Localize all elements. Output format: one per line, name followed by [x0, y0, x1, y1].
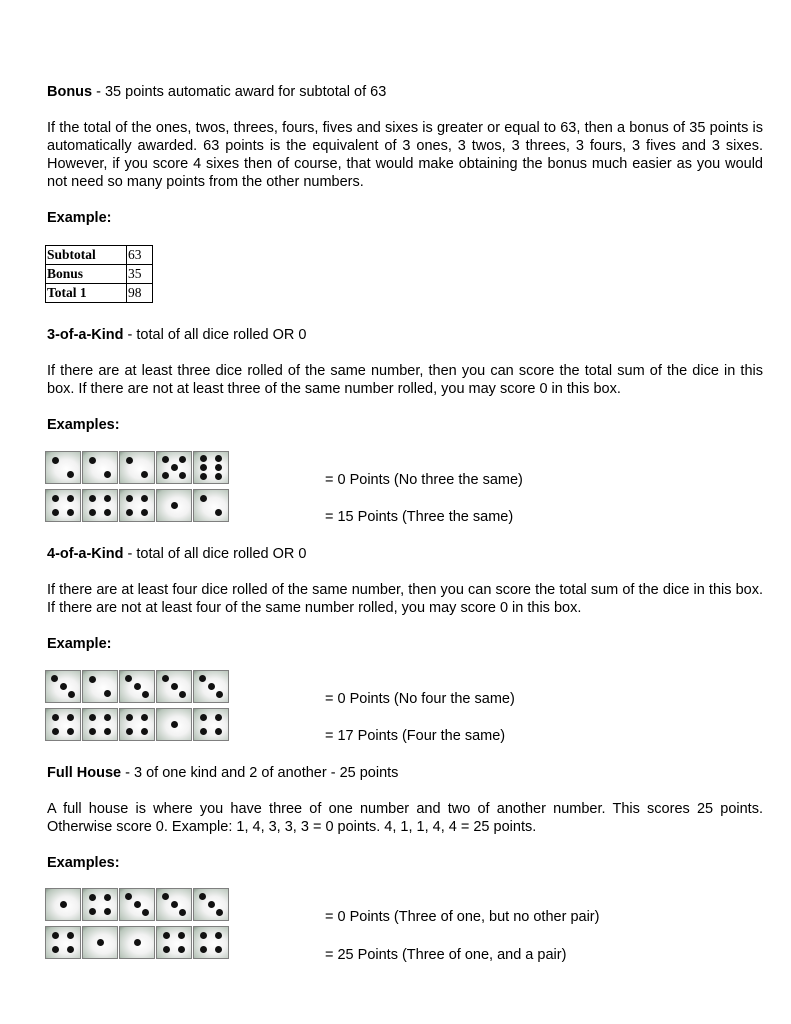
- table-cell-value: 63: [127, 246, 153, 265]
- die-pip: [134, 939, 141, 946]
- die-pip: [215, 946, 222, 953]
- die-pip: [52, 946, 59, 953]
- die-pip: [104, 471, 111, 478]
- die-pip: [67, 932, 74, 939]
- die-pip: [104, 894, 111, 901]
- die-pip: [215, 932, 222, 939]
- dice-result: = 0 Points (No four the same): [325, 691, 515, 707]
- bonus-table: [45, 245, 153, 303]
- die-pip: [60, 683, 67, 690]
- die-pip: [141, 509, 148, 516]
- full-house-heading: [47, 764, 398, 782]
- die-pip: [134, 683, 141, 690]
- die-pip: [89, 908, 96, 915]
- table-cell-value: 35: [127, 265, 153, 284]
- die-pip: [163, 946, 170, 953]
- die-pip: [126, 457, 133, 464]
- die-pip: [215, 714, 222, 721]
- die-pip: [162, 893, 169, 900]
- die-one-icon: [119, 926, 155, 959]
- die-two-icon: [82, 451, 118, 484]
- die-pip: [89, 495, 96, 502]
- die-pip: [89, 676, 96, 683]
- die-four-icon: [156, 926, 192, 959]
- die-pip: [200, 714, 207, 721]
- die-pip: [215, 464, 222, 471]
- die-four-icon: [45, 926, 81, 959]
- die-pip: [178, 946, 185, 953]
- die-four-icon: [82, 888, 118, 921]
- die-pip: [141, 471, 148, 478]
- die-pip: [200, 473, 207, 480]
- die-pip: [52, 714, 59, 721]
- die-three-icon: [119, 670, 155, 703]
- three-kind-heading: [47, 326, 306, 344]
- die-pip: [200, 946, 207, 953]
- die-pip: [171, 721, 178, 728]
- die-four-icon: [82, 708, 118, 741]
- die-three-icon: [45, 670, 81, 703]
- die-pip: [141, 728, 148, 735]
- die-four-icon: [119, 708, 155, 741]
- table-cell-label: Total 1: [46, 284, 127, 303]
- die-pip: [52, 457, 59, 464]
- die-pip: [104, 495, 111, 502]
- die-pip: [215, 455, 222, 462]
- die-two-icon: [193, 489, 229, 522]
- die-pip: [125, 675, 132, 682]
- dice-result: = 0 Points (Three of one, but no other pair): [325, 909, 600, 925]
- die-pip: [171, 502, 178, 509]
- die-pip: [216, 909, 223, 916]
- die-pip: [141, 714, 148, 721]
- die-pip: [200, 495, 207, 502]
- die-pip: [89, 714, 96, 721]
- die-pip: [199, 675, 206, 682]
- die-pip: [162, 456, 169, 463]
- die-pip: [104, 908, 111, 915]
- die-pip: [208, 683, 215, 690]
- die-pip: [171, 464, 178, 471]
- die-one-icon: [45, 888, 81, 921]
- die-pip: [67, 728, 74, 735]
- die-pip: [141, 495, 148, 502]
- die-pip: [162, 675, 169, 682]
- die-pip: [200, 455, 207, 462]
- die-pip: [97, 939, 104, 946]
- dice-row: [45, 451, 229, 484]
- die-pip: [199, 893, 206, 900]
- bonus-title: Bonus: [47, 84, 93, 100]
- die-one-icon: [156, 708, 192, 741]
- full-house-example-label: Examples:: [47, 855, 120, 871]
- table-cell-value: 98: [127, 284, 153, 303]
- die-pip: [60, 901, 67, 908]
- four-kind-title: 4-of-a-Kind: [47, 546, 124, 562]
- die-pip: [104, 714, 111, 721]
- die-pip: [52, 932, 59, 939]
- die-pip: [89, 728, 96, 735]
- die-pip: [126, 509, 133, 516]
- dice-row: [45, 888, 229, 921]
- die-pip: [216, 691, 223, 698]
- bonus-example-label: Example:: [47, 210, 112, 226]
- dice-result: = 0 Points (No three the same): [325, 472, 523, 488]
- die-pip: [125, 893, 132, 900]
- three-kind-title: 3-of-a-Kind: [47, 327, 124, 343]
- four-kind-example-label: Example:: [47, 636, 112, 652]
- die-four-icon: [193, 926, 229, 959]
- die-pip: [104, 728, 111, 735]
- die-six-icon: [193, 451, 229, 484]
- die-four-icon: [119, 489, 155, 522]
- dice-row: [45, 670, 229, 703]
- die-pip: [89, 894, 96, 901]
- die-two-icon: [82, 670, 118, 703]
- bonus-heading: [47, 83, 386, 101]
- four-kind-subtitle: - total of all dice rolled OR 0: [123, 546, 307, 562]
- die-pip: [67, 471, 74, 478]
- die-two-icon: [45, 451, 81, 484]
- die-pip: [215, 509, 222, 516]
- three-kind-example-label: Examples:: [47, 417, 120, 433]
- table-row: [46, 246, 153, 265]
- dice-row: [45, 926, 229, 959]
- die-four-icon: [193, 708, 229, 741]
- dice-result: = 17 Points (Four the same): [325, 728, 506, 744]
- three-kind-subtitle: - total of all dice rolled OR 0: [123, 327, 307, 343]
- die-pip: [179, 472, 186, 479]
- die-one-icon: [156, 489, 192, 522]
- die-pip: [171, 683, 178, 690]
- die-pip: [200, 728, 207, 735]
- full-house-subtitle: - 3 of one kind and 2 of another - 25 points: [121, 765, 399, 781]
- die-pip: [89, 457, 96, 464]
- die-pip: [142, 909, 149, 916]
- die-pip: [215, 728, 222, 735]
- die-four-icon: [45, 708, 81, 741]
- bonus-paragraph: If the total of the ones, twos, threes, fours, fives and sixes is greater or equal to 63, then a bonus of 35 points is automatically awarded. 63 points is the equivalent of 3 ones, 3 twos, 3 threes, 3 fours, 3 fives and 3 sixes. However, if you score 4 sixes then of course, that would make obtaining the bonus much easier as you would not need so many points from the other numbers.: [47, 120, 763, 190]
- dice-row: [45, 489, 229, 522]
- die-two-icon: [119, 451, 155, 484]
- full-house-paragraph: A full house is where you have three of one number and two of another number. This scores 25 points. Otherwise score 0. Example: 1, 4, 3, 3, 3 = 0 points. 4, 1, 1, 4, 4 = 25 points.: [47, 801, 763, 835]
- die-five-icon: [156, 451, 192, 484]
- dice-result: = 15 Points (Three the same): [325, 509, 514, 525]
- die-pip: [52, 509, 59, 516]
- die-pip: [171, 901, 178, 908]
- table-cell-label: Subtotal: [46, 246, 127, 265]
- die-three-icon: [156, 670, 192, 703]
- die-pip: [200, 464, 207, 471]
- die-pip: [162, 472, 169, 479]
- full-house-title: Full House: [47, 765, 122, 781]
- die-pip: [126, 728, 133, 735]
- die-pip: [200, 932, 207, 939]
- die-three-icon: [156, 888, 192, 921]
- die-pip: [104, 509, 111, 516]
- die-four-icon: [45, 489, 81, 522]
- die-three-icon: [193, 670, 229, 703]
- die-three-icon: [119, 888, 155, 921]
- die-pip: [208, 901, 215, 908]
- table-row: [46, 265, 153, 284]
- die-pip: [215, 473, 222, 480]
- dice-result: = 25 Points (Three of one, and a pair): [325, 947, 567, 963]
- die-pip: [51, 675, 58, 682]
- three-kind-paragraph: If there are at least three dice rolled of the same number, then you can score the total sum of the dice in this box. If there are not at least three of the same number rolled, you may score 0 in this box.: [47, 363, 763, 397]
- die-pip: [179, 691, 186, 698]
- die-pip: [134, 901, 141, 908]
- die-pip: [52, 495, 59, 502]
- die-pip: [67, 946, 74, 953]
- die-pip: [67, 714, 74, 721]
- table-row: [46, 284, 153, 303]
- table-cell-label: Bonus: [46, 265, 127, 284]
- bonus-subtitle: - 35 points automatic award for subtotal of 63: [92, 84, 387, 100]
- die-one-icon: [82, 926, 118, 959]
- die-four-icon: [82, 489, 118, 522]
- die-pip: [67, 495, 74, 502]
- die-pip: [67, 509, 74, 516]
- die-three-icon: [193, 888, 229, 921]
- die-pip: [68, 691, 75, 698]
- die-pip: [89, 509, 96, 516]
- die-pip: [179, 909, 186, 916]
- four-kind-paragraph: If there are at least four dice rolled of the same number, then you can score the total sum of the dice in this box. If there are not at least four of the same number rolled, you may score 0 in this box.: [47, 582, 763, 616]
- dice-row: [45, 708, 229, 741]
- die-pip: [126, 714, 133, 721]
- die-pip: [163, 932, 170, 939]
- die-pip: [104, 690, 111, 697]
- die-pip: [178, 932, 185, 939]
- four-kind-heading: [47, 545, 306, 563]
- die-pip: [52, 728, 59, 735]
- die-pip: [142, 691, 149, 698]
- die-pip: [126, 495, 133, 502]
- die-pip: [179, 456, 186, 463]
